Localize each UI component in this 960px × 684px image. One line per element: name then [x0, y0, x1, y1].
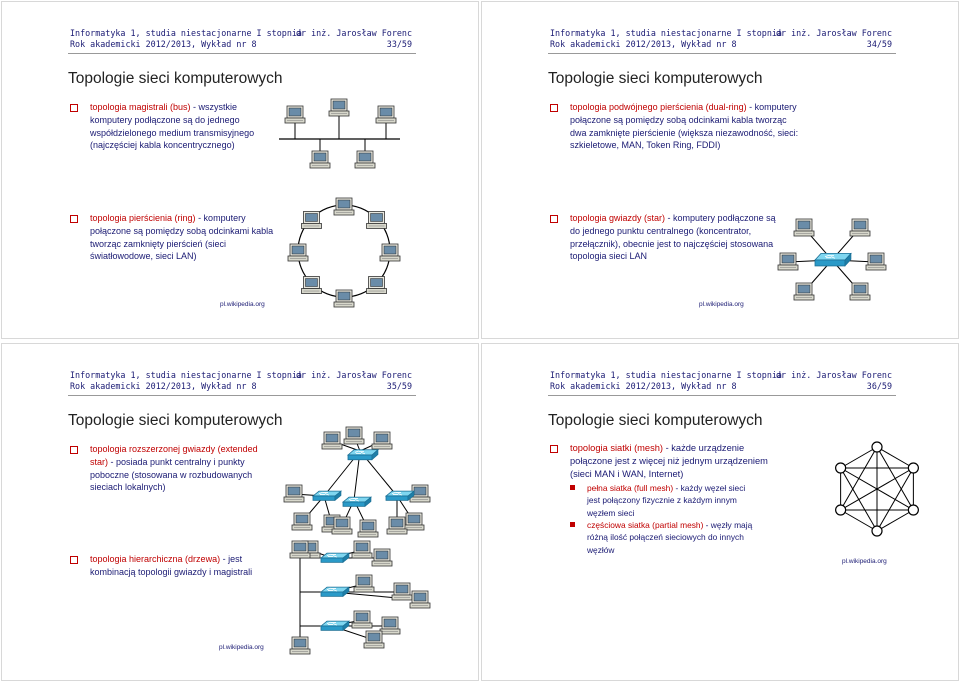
computer-icon	[410, 591, 430, 608]
computer-icon	[850, 283, 870, 300]
mesh-node	[872, 526, 882, 536]
switch-icon	[313, 491, 341, 500]
slide-34	[481, 1, 959, 339]
page-number: 34/59	[866, 39, 892, 49]
bullet-term: topologia gwiazdy (star)	[570, 213, 666, 223]
slide-36	[481, 343, 959, 681]
mesh-node	[908, 505, 918, 515]
slide-35	[1, 343, 479, 681]
bullet-text: - węzły mają różną ilość połączeń sieciowych do innych węzłów	[587, 520, 753, 555]
computer-icon	[322, 432, 342, 449]
lecture-info: Rok akademicki 2012/2013, Wykład nr 8	[550, 381, 737, 391]
source-label: pl.wikipedia.org	[219, 644, 264, 651]
computer-icon	[352, 541, 372, 558]
bullet-text: - komputery połączone są pomiędzy sobą odcinkami kabla tworząc dwa zamknięte pierścienie (większa niezawodność, sieci: szkieletowe, MAN, Token Ring, FDDI)	[570, 102, 799, 151]
computer-icon	[372, 432, 392, 449]
bullet-term: topologia hierarchiczna (drzewa)	[90, 554, 221, 564]
switch-icon	[386, 491, 414, 500]
course-name: Informatyka 1, studia niestacjonarne I stopnia	[550, 370, 782, 380]
bullet-text: - komputery połączone są pomiędzy sobą odcinkami kabla tworząc zamknięty pierścień (sieci światłowodowe, sieci LAN)	[90, 213, 274, 262]
author-name: dr inż. Jarosław Forenc	[776, 28, 892, 38]
computer-icon	[380, 617, 400, 634]
bullet-term: topologia magistrali (bus)	[90, 102, 191, 112]
computer-icon	[334, 198, 354, 215]
author-name: dr inż. Jarosław Forenc	[296, 370, 412, 380]
computer-icon	[372, 549, 392, 566]
star-topology-diagram	[482, 2, 959, 339]
computer-icon	[778, 253, 798, 270]
computer-icon	[344, 427, 364, 444]
switch-icon	[348, 450, 378, 460]
computer-icon	[301, 277, 321, 294]
computer-icon	[332, 517, 352, 534]
computer-icon	[387, 517, 407, 534]
ring-topology-diagram	[2, 2, 479, 339]
computer-icon	[850, 219, 870, 236]
slide-33	[1, 1, 479, 339]
computer-icon	[866, 253, 886, 270]
computer-icon	[292, 513, 312, 530]
author-name: dr inż. Jarosław Forenc	[296, 28, 412, 38]
slide-title: Topologie sieci komputerowych	[68, 70, 283, 87]
switch-icon	[343, 497, 371, 506]
computer-icon	[367, 211, 387, 228]
computer-icon	[334, 290, 354, 307]
course-name: Informatyka 1, studia niestacjonarne I stopnia	[70, 370, 302, 380]
lecture-info: Rok akademicki 2012/2013, Wykład nr 8	[550, 39, 737, 49]
computer-icon	[290, 637, 310, 654]
switch-icon	[321, 621, 349, 630]
computer-icon	[358, 520, 378, 537]
bullet-text: - wszystkie komputery podłączone są do jednego współdzielonego medium transmisyjnego (najczęściej kabla koncentrycznego)	[90, 102, 255, 151]
bullet-term: topologia podwójnego pierścienia (dual-ring)	[570, 102, 747, 112]
bullet-text: - każdy węzeł sieci jest połączony fizycznie z każdym innym węzłem sieci	[587, 483, 746, 518]
bullet-text: - jest kombinacją topologii gwiazdy i magistrali	[90, 554, 253, 577]
switch-icon	[321, 587, 349, 596]
source-label: pl.wikipedia.org	[842, 558, 887, 565]
lecture-info: Rok akademicki 2012/2013, Wykład nr 8	[70, 39, 257, 49]
mesh-node	[872, 442, 882, 452]
switch-icon	[815, 253, 851, 266]
bullet-text: - posiada punkt centralny i punkty poboczne (stosowana w rozbudowanych sieciach lokalnych)	[90, 456, 253, 493]
bullet-term: topologia pierścienia (ring)	[90, 213, 196, 223]
course-name: Informatyka 1, studia niestacjonarne I stopnia	[550, 28, 782, 38]
computer-icon	[288, 244, 308, 261]
computer-icon	[794, 283, 814, 300]
mesh-node	[836, 505, 846, 515]
computer-icon	[354, 575, 374, 592]
mesh-node	[836, 463, 846, 473]
computer-icon	[794, 219, 814, 236]
source-label: pl.wikipedia.org	[220, 301, 265, 308]
course-name: Informatyka 1, studia niestacjonarne I stopnia	[70, 28, 302, 38]
computer-icon	[404, 513, 424, 530]
computer-icon	[380, 244, 400, 261]
author-name: dr inż. Jarosław Forenc	[776, 370, 892, 380]
slide-title: Topologie sieci komputerowych	[548, 70, 763, 87]
bullet-text: - komputery podłączone są do jednego punktu centralnego (koncentrator, przełącznik), obecnie jest to najczęściej stosowana topologia sieci LAN	[570, 213, 776, 262]
computer-icon	[290, 541, 310, 558]
computer-icon	[301, 211, 321, 228]
computer-icon	[352, 611, 372, 628]
mesh-node	[908, 463, 918, 473]
bullet-term: częściowa siatka (partial mesh)	[587, 520, 704, 530]
computer-icon	[364, 631, 384, 648]
page-number: 35/59	[386, 381, 412, 391]
slide-title: Topologie sieci komputerowych	[68, 412, 283, 429]
computer-icon	[392, 583, 412, 600]
bullet-text: - każde urządzenie połączone jest z więcej niż jednym urządzeniem (sieci MAN i WAN, Internet)	[570, 443, 768, 479]
computer-icon	[367, 277, 387, 294]
extended-star-diagram	[2, 344, 479, 681]
page-number: 36/59	[866, 381, 892, 391]
mesh-topology-diagram	[482, 344, 959, 681]
bullet-term: topologia siatki (mesh)	[570, 443, 664, 453]
computer-icon	[284, 485, 304, 502]
bullet-term: topologia rozszerzonej gwiazdy (extended star)	[90, 444, 258, 467]
switch-icon	[321, 553, 349, 562]
page-number: 33/59	[386, 39, 412, 49]
bullet-term: pełna siatka (full mesh)	[587, 483, 674, 493]
slide-title: Topologie sieci komputerowych	[548, 412, 763, 429]
lecture-info: Rok akademicki 2012/2013, Wykład nr 8	[70, 381, 257, 391]
source-label: pl.wikipedia.org	[699, 301, 744, 308]
